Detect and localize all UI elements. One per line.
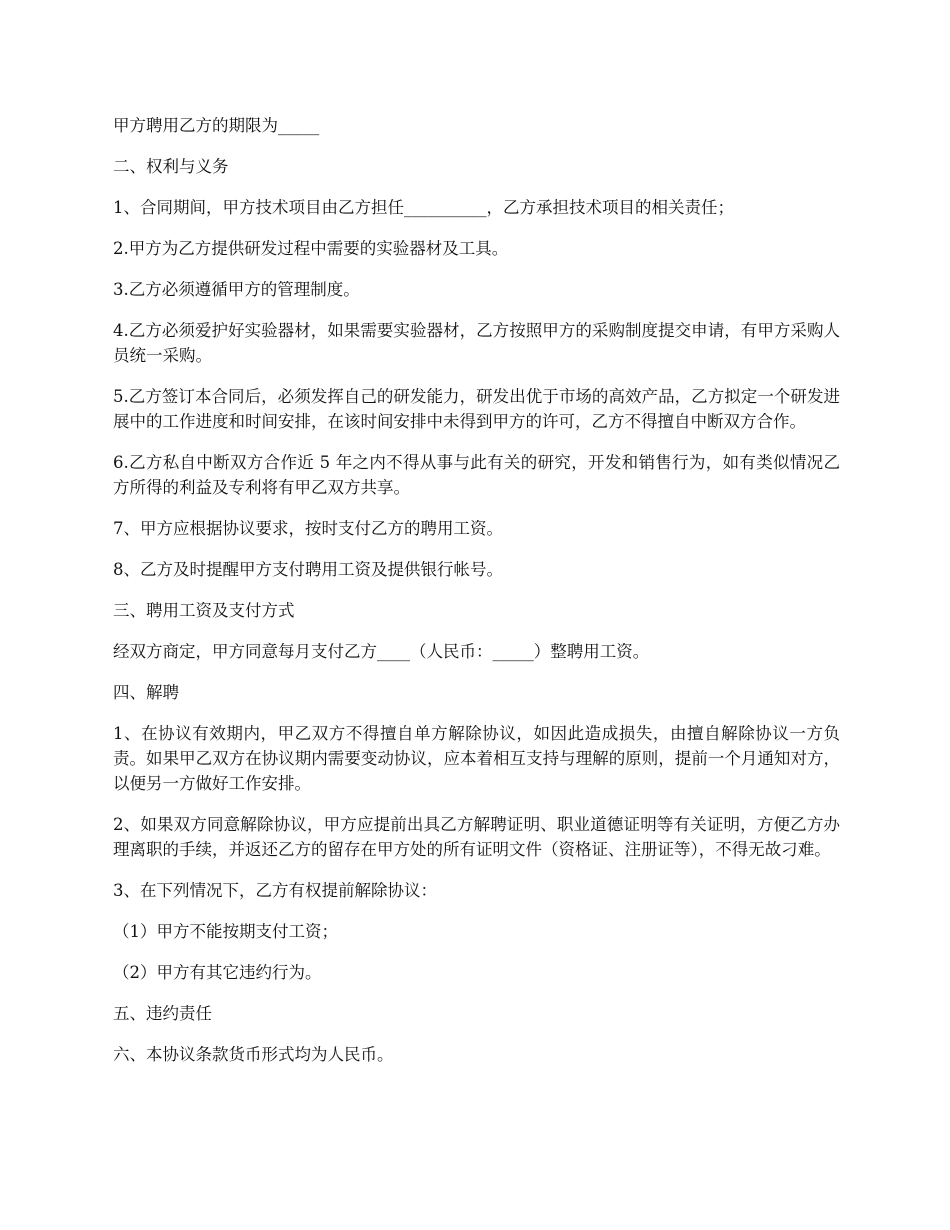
document-body (113, 113, 840, 1083)
salary-clause: 经双方商定，甲方同意每月支付乙方____（人民币：_____）整聘用工资。 (113, 642, 650, 661)
clause-1: 1、合同期间，甲方技术项目由乙方担任__________，乙方承担技术项目的相关责任； (113, 198, 734, 217)
clause-8: 8、乙方及时提醒甲方支付聘用工资及提供银行帐号。 (113, 560, 503, 579)
section-heading-rights-obligations: 二、权利与义务 (113, 157, 229, 176)
section-heading-dismissal: 四、解聘 (113, 683, 179, 702)
clause-4: 4.乙方必须爱护好实验器材，如果需要实验器材，乙方按照甲方的采购制度提交申请，有甲方采购人员统一采购。 (113, 321, 840, 365)
clause-5: 5.乙方签订本合同后，必须发挥自己的研发能力，研发出优于市场的高效产品，乙方拟定一个研发进展中的工作进度和时间安排，在该时间安排中未得到甲方的许可，乙方不得擅自中断双方合作。 (113, 387, 840, 431)
dismissal-clause-2: 2、如果双方同意解除协议，甲方应提前出具乙方解聘证明、职业道德证明等有关证明，方便乙方办理离职的手续，并返还乙方的留存在甲方处的所有证明文件（资格证、注册证等），不得无故刁难。 (113, 815, 840, 859)
clause-6: 6.乙方私自中断双方合作近 5 年之内不得从事与此有关的研究，开发和销售行为，如有类似情况乙方所得的利益及专利将有甲乙双方共享。 (113, 453, 840, 497)
section-heading-breach: 五、违约责任 (113, 1004, 212, 1023)
dismissal-item-1: （1）甲方不能按期支付工资； (113, 922, 338, 941)
clause-7: 7、甲方应根据协议要求，按时支付乙方的聘用工资。 (113, 519, 503, 538)
dismissal-clause-3: 3、在下列情况下，乙方有权提前解除协议： (113, 881, 437, 900)
term-clause: 甲方聘用乙方的期限为_____ (113, 116, 320, 135)
dismissal-clause-1: 1、在协议有效期内，甲乙双方不得擅自单方解除协议，如因此造成损失，由擅自解除协议一方负责。如果甲乙双方在协议期内需要变动协议，应本着相互支持与理解的原则，提前一个月通知对方，以便另一方做好工作安排。 (113, 724, 840, 793)
clause-2: 2.甲方为乙方提供研发过程中需要的实验器材及工具。 (113, 239, 509, 258)
dismissal-item-2: （2）甲方有其它违约行为。 (113, 963, 322, 982)
section-heading-salary: 三、聘用工资及支付方式 (113, 601, 295, 620)
section-currency: 六、本协议条款货币形式均为人民币。 (113, 1045, 394, 1064)
clause-3: 3.乙方必须遵循甲方的管理制度。 (113, 280, 360, 299)
